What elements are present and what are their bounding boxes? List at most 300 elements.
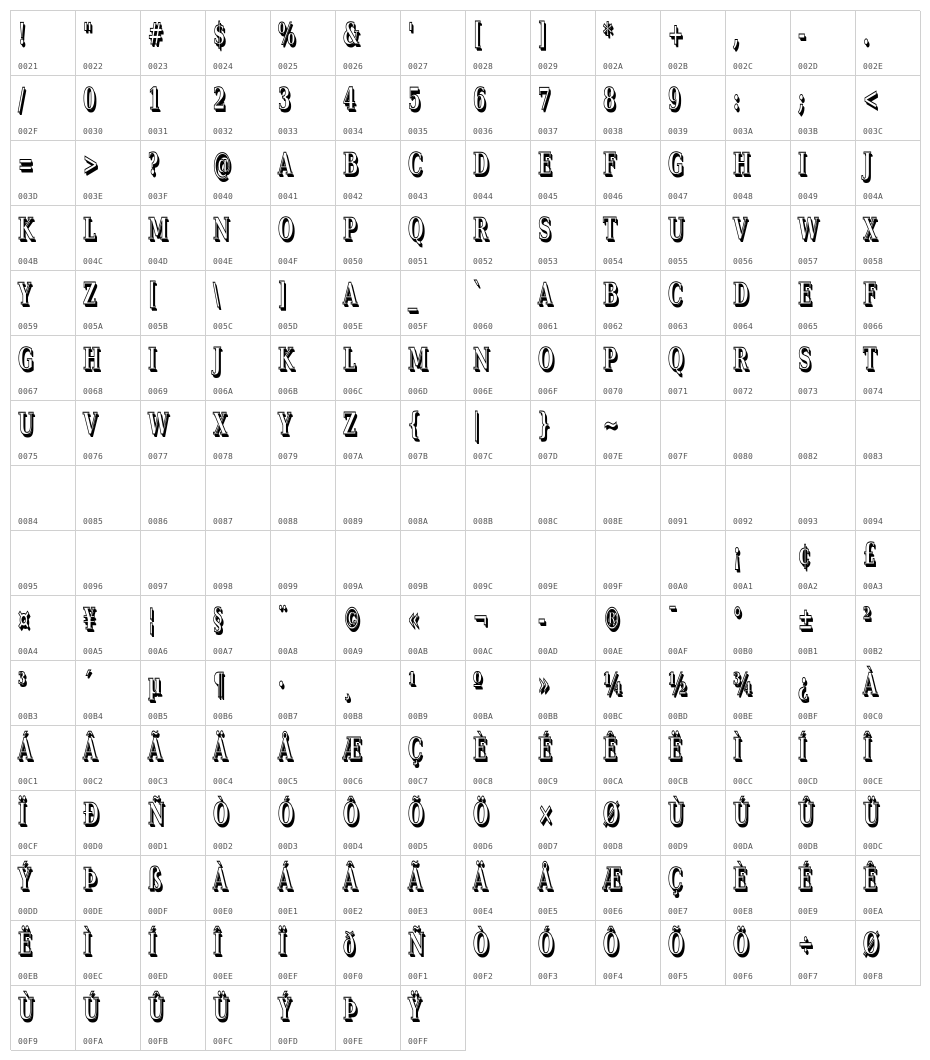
glyph-code-label: 006C bbox=[343, 387, 364, 396]
glyph-code-label: 0051 bbox=[408, 257, 429, 266]
glyph-code-label: 008B bbox=[473, 517, 494, 526]
glyph-cell bbox=[596, 336, 661, 401]
glyph-code-label: 0038 bbox=[603, 127, 624, 136]
glyph-code-label: 00F2 bbox=[473, 972, 494, 981]
glyph-code-label: 0035 bbox=[408, 127, 429, 136]
glyph-code-label: 00E6 bbox=[603, 907, 624, 916]
glyph-sample: R bbox=[733, 342, 748, 377]
glyph-code-label: 007C bbox=[473, 452, 494, 461]
glyph-code-label: 006A bbox=[213, 387, 234, 396]
glyph-code-label: 00B4 bbox=[83, 712, 104, 721]
glyph-code-label: 00EA bbox=[863, 907, 884, 916]
glyph-sample: Ø bbox=[603, 797, 619, 832]
glyph-sample: Ì bbox=[733, 732, 742, 767]
glyph-sample: L bbox=[83, 212, 96, 247]
glyph-code-label: 00E3 bbox=[408, 907, 429, 916]
glyph-cell bbox=[661, 336, 726, 401]
glyph-sample: Ä bbox=[213, 732, 227, 767]
glyph-cell bbox=[401, 986, 466, 1051]
glyph-cell bbox=[206, 661, 271, 726]
glyph-sample: X bbox=[213, 407, 227, 442]
glyph-code-label: 0036 bbox=[473, 127, 494, 136]
glyph-sample: Õ bbox=[408, 797, 424, 832]
glyph-cell bbox=[336, 986, 401, 1051]
glyph-cell bbox=[531, 141, 596, 206]
glyph-sample: ± bbox=[798, 602, 814, 637]
glyph-code-label: 0046 bbox=[603, 192, 624, 201]
glyph-code-label: 005D bbox=[278, 322, 299, 331]
glyph-code-label: 0043 bbox=[408, 192, 429, 201]
glyph-cell bbox=[531, 531, 596, 596]
glyph-cell bbox=[466, 141, 531, 206]
glyph-cell bbox=[141, 856, 206, 921]
glyph-cell bbox=[141, 271, 206, 336]
glyph-cell bbox=[336, 791, 401, 856]
glyph-sample: Ü bbox=[863, 797, 879, 832]
glyph-grid bbox=[10, 10, 920, 1050]
glyph-code-label: 00BB bbox=[538, 712, 559, 721]
glyph-code-label: 00BE bbox=[733, 712, 754, 721]
glyph-cell bbox=[206, 336, 271, 401]
glyph-code-label: 0093 bbox=[798, 517, 819, 526]
glyph-code-label: 0072 bbox=[733, 387, 754, 396]
glyph-cell bbox=[531, 726, 596, 791]
glyph-code-label: 00AD bbox=[538, 647, 559, 656]
glyph-cell bbox=[596, 661, 661, 726]
glyph-sample: Í bbox=[798, 732, 807, 767]
glyph-cell bbox=[206, 206, 271, 271]
glyph-code-label: 00CC bbox=[733, 777, 754, 786]
glyph-code-label: 0096 bbox=[83, 582, 104, 591]
glyph-code-label: 00C7 bbox=[408, 777, 429, 786]
glyph-sample: * bbox=[603, 17, 613, 52]
glyph-sample: ] bbox=[278, 277, 287, 312]
glyph-code-label: 00B6 bbox=[213, 712, 234, 721]
glyph-code-label: 00E5 bbox=[538, 907, 559, 916]
glyph-code-label: 00BC bbox=[603, 712, 624, 721]
glyph-code-label: 00E7 bbox=[668, 907, 689, 916]
glyph-code-label: 005F bbox=[408, 322, 429, 331]
glyph-code-label: 00A7 bbox=[213, 647, 234, 656]
glyph-sample: Á bbox=[18, 732, 32, 767]
glyph-cell bbox=[596, 856, 661, 921]
glyph-cell bbox=[271, 856, 336, 921]
glyph-cell bbox=[11, 726, 76, 791]
glyph-cell bbox=[141, 466, 206, 531]
glyph-sample: Ö bbox=[733, 927, 749, 962]
glyph-code-label: 007F bbox=[668, 452, 689, 461]
glyph-code-label: 00FE bbox=[343, 1037, 364, 1046]
glyph-code-label: 00FB bbox=[148, 1037, 169, 1046]
glyph-code-label: 004B bbox=[18, 257, 39, 266]
glyph-sample: 7 bbox=[538, 82, 551, 117]
glyph-cell bbox=[791, 141, 856, 206]
glyph-sample: I bbox=[798, 147, 807, 182]
glyph-code-label: 00B7 bbox=[278, 712, 299, 721]
glyph-cell bbox=[336, 206, 401, 271]
glyph-cell bbox=[76, 661, 141, 726]
glyph-cell bbox=[141, 531, 206, 596]
glyph-cell bbox=[271, 986, 336, 1051]
glyph-code-label: 00E2 bbox=[343, 907, 364, 916]
glyph-code-label: 0058 bbox=[863, 257, 884, 266]
glyph-cell bbox=[11, 921, 76, 986]
glyph-code-label: 0085 bbox=[83, 517, 104, 526]
glyph-sample: Ü bbox=[213, 992, 229, 1027]
glyph-cell bbox=[271, 531, 336, 596]
glyph-sample: À bbox=[213, 862, 227, 897]
glyph-code-label: 00B0 bbox=[733, 647, 754, 656]
glyph-code-label: 00FD bbox=[278, 1037, 299, 1046]
glyph-cell bbox=[661, 271, 726, 336]
glyph-code-label: 0094 bbox=[863, 517, 884, 526]
glyph-code-label: 0070 bbox=[603, 387, 624, 396]
glyph-sample: 4 bbox=[343, 82, 356, 117]
glyph-cell bbox=[466, 791, 531, 856]
glyph-sample: 6 bbox=[473, 82, 486, 117]
glyph-cell bbox=[596, 206, 661, 271]
glyph-cell bbox=[206, 726, 271, 791]
glyph-code-label: 00A8 bbox=[278, 647, 299, 656]
glyph-sample: 3 bbox=[278, 82, 291, 117]
glyph-cell bbox=[661, 401, 726, 466]
glyph-code-label: 0034 bbox=[343, 127, 364, 136]
glyph-cell bbox=[401, 531, 466, 596]
glyph-sample: ¨ bbox=[278, 602, 287, 637]
glyph-sample: » bbox=[538, 667, 550, 702]
glyph-cell bbox=[336, 271, 401, 336]
glyph-cell bbox=[271, 596, 336, 661]
glyph-sample: { bbox=[408, 407, 420, 442]
glyph-cell bbox=[596, 466, 661, 531]
glyph-sample: É bbox=[798, 862, 812, 897]
glyph-cell bbox=[11, 336, 76, 401]
glyph-sample: « bbox=[408, 602, 420, 637]
glyph-sample: ¦ bbox=[148, 602, 155, 637]
glyph-code-label: 0056 bbox=[733, 257, 754, 266]
glyph-cell bbox=[856, 661, 921, 726]
glyph-cell bbox=[791, 596, 856, 661]
glyph-cell bbox=[11, 466, 76, 531]
glyph-sample: 9 bbox=[668, 82, 681, 117]
glyph-code-label: 00D2 bbox=[213, 842, 234, 851]
glyph-code-label: 0029 bbox=[538, 62, 559, 71]
glyph-sample: · bbox=[278, 667, 285, 702]
glyph-code-label: 009C bbox=[473, 582, 494, 591]
glyph-cell bbox=[791, 401, 856, 466]
glyph-sample: ß bbox=[148, 862, 162, 897]
glyph-cell bbox=[531, 11, 596, 76]
glyph-cell bbox=[466, 336, 531, 401]
glyph-code-label: 00B8 bbox=[343, 712, 364, 721]
glyph-cell bbox=[726, 271, 791, 336]
glyph-sample: C bbox=[408, 147, 423, 182]
glyph-sample: + bbox=[668, 17, 684, 52]
glyph-code-label: 0062 bbox=[603, 322, 624, 331]
glyph-sample: W bbox=[148, 407, 169, 442]
glyph-sample: µ bbox=[148, 667, 162, 702]
glyph-cell bbox=[11, 141, 76, 206]
glyph-code-label: 00BA bbox=[473, 712, 494, 721]
glyph-cell bbox=[661, 791, 726, 856]
glyph-code-label: 002E bbox=[863, 62, 884, 71]
glyph-cell bbox=[791, 531, 856, 596]
glyph-cell bbox=[11, 271, 76, 336]
glyph-code-label: 009B bbox=[408, 582, 429, 591]
glyph-cell bbox=[271, 206, 336, 271]
glyph-cell bbox=[466, 466, 531, 531]
glyph-cell bbox=[726, 531, 791, 596]
glyph-cell bbox=[76, 986, 141, 1051]
glyph-code-label: 00D5 bbox=[408, 842, 429, 851]
glyph-cell bbox=[206, 596, 271, 661]
glyph-code-label: 00C5 bbox=[278, 777, 299, 786]
glyph-cell bbox=[791, 336, 856, 401]
glyph-code-label: 00EC bbox=[83, 972, 104, 981]
glyph-sample: Z bbox=[83, 277, 97, 312]
glyph-sample: ¶ bbox=[213, 667, 225, 702]
glyph-sample: ¹ bbox=[408, 667, 416, 702]
glyph-code-label: 0064 bbox=[733, 322, 754, 331]
glyph-code-label: 00A4 bbox=[18, 647, 39, 656]
glyph-cell bbox=[531, 271, 596, 336]
glyph-cell bbox=[661, 921, 726, 986]
glyph-sample: N bbox=[473, 342, 490, 377]
glyph-sample: Ø bbox=[863, 927, 879, 962]
glyph-code-label: 0037 bbox=[538, 127, 559, 136]
glyph-cell bbox=[856, 11, 921, 76]
glyph-sample: F bbox=[863, 277, 876, 312]
glyph-cell bbox=[141, 791, 206, 856]
glyph-code-label: 0078 bbox=[213, 452, 234, 461]
glyph-sample: 5 bbox=[408, 82, 421, 117]
glyph-sample: $ bbox=[213, 17, 226, 52]
glyph-code-label: 0087 bbox=[213, 517, 234, 526]
glyph-sample: W bbox=[798, 212, 819, 247]
glyph-cell bbox=[466, 11, 531, 76]
glyph-sample: I bbox=[148, 342, 157, 377]
glyph-sample: \ bbox=[213, 277, 220, 312]
glyph-sample: A bbox=[343, 277, 357, 312]
glyph-sample: H bbox=[733, 147, 751, 182]
glyph-cell bbox=[76, 401, 141, 466]
glyph-sample: Ã bbox=[148, 732, 162, 767]
glyph-sample: B bbox=[343, 147, 359, 182]
glyph-code-label: 00B1 bbox=[798, 647, 819, 656]
glyph-cell bbox=[856, 921, 921, 986]
glyph-sample: E bbox=[798, 277, 812, 312]
glyph-sample: º bbox=[473, 667, 482, 702]
glyph-cell bbox=[596, 401, 661, 466]
glyph-sample: Ï bbox=[278, 927, 287, 962]
glyph-code-label: 00D7 bbox=[538, 842, 559, 851]
glyph-sample: Ò bbox=[473, 927, 489, 962]
glyph-sample: 2 bbox=[213, 82, 226, 117]
glyph-cell bbox=[11, 791, 76, 856]
glyph-sample: [ bbox=[473, 17, 482, 52]
glyph-code-label: 00B5 bbox=[148, 712, 169, 721]
glyph-code-label: 007E bbox=[603, 452, 624, 461]
glyph-cell bbox=[466, 206, 531, 271]
glyph-cell bbox=[791, 11, 856, 76]
glyph-code-label: 0026 bbox=[343, 62, 364, 71]
glyph-cell bbox=[336, 76, 401, 141]
glyph-cell bbox=[336, 856, 401, 921]
glyph-code-label: 0050 bbox=[343, 257, 364, 266]
glyph-cell bbox=[401, 596, 466, 661]
glyph-cell bbox=[401, 791, 466, 856]
glyph-code-label: 00B9 bbox=[408, 712, 429, 721]
glyph-sample: @ bbox=[213, 147, 231, 182]
glyph-sample: ² bbox=[863, 602, 871, 637]
glyph-sample: % bbox=[278, 17, 296, 52]
glyph-cell bbox=[141, 336, 206, 401]
glyph-cell bbox=[401, 401, 466, 466]
glyph-sample: Þ bbox=[83, 862, 97, 897]
glyph-cell bbox=[791, 791, 856, 856]
glyph-cell bbox=[726, 141, 791, 206]
glyph-sample: Ý bbox=[18, 862, 31, 897]
glyph-cell bbox=[336, 726, 401, 791]
glyph-sample: ` bbox=[473, 277, 482, 312]
glyph-sample: D bbox=[473, 147, 489, 182]
glyph-sample: P bbox=[343, 212, 357, 247]
glyph-sample: M bbox=[148, 212, 168, 247]
glyph-cell bbox=[76, 856, 141, 921]
glyph-code-label: 00CF bbox=[18, 842, 39, 851]
glyph-sample: É bbox=[538, 732, 552, 767]
glyph-cell bbox=[401, 726, 466, 791]
glyph-cell bbox=[856, 76, 921, 141]
glyph-sample: Â bbox=[343, 862, 357, 897]
glyph-cell bbox=[76, 791, 141, 856]
glyph-sample: A bbox=[278, 147, 292, 182]
glyph-code-label: 0033 bbox=[278, 127, 299, 136]
glyph-sample: > bbox=[83, 147, 99, 182]
glyph-code-label: 00D9 bbox=[668, 842, 689, 851]
glyph-cell bbox=[141, 76, 206, 141]
glyph-cell bbox=[11, 531, 76, 596]
glyph-code-label: 005C bbox=[213, 322, 234, 331]
glyph-cell bbox=[76, 76, 141, 141]
glyph-cell bbox=[11, 206, 76, 271]
glyph-code-label: 00A6 bbox=[148, 647, 169, 656]
glyph-code-label: 00C6 bbox=[343, 777, 364, 786]
glyph-sample: Á bbox=[278, 862, 292, 897]
glyph-cell bbox=[596, 791, 661, 856]
glyph-code-label: 0028 bbox=[473, 62, 494, 71]
glyph-sample: 0 bbox=[83, 82, 96, 117]
glyph-sample: Ú bbox=[733, 797, 749, 832]
glyph-code-label: 00AF bbox=[668, 647, 689, 656]
glyph-cell bbox=[401, 141, 466, 206]
glyph-cell bbox=[11, 76, 76, 141]
glyph-sample: | bbox=[473, 407, 480, 442]
glyph-code-label: 0083 bbox=[863, 452, 884, 461]
glyph-cell bbox=[206, 986, 271, 1051]
glyph-sample: B bbox=[603, 277, 619, 312]
glyph-sample: © bbox=[343, 602, 361, 637]
glyph-cell bbox=[726, 401, 791, 466]
glyph-cell bbox=[271, 336, 336, 401]
glyph-sample: M bbox=[408, 342, 428, 377]
glyph-cell bbox=[206, 141, 271, 206]
glyph-cell bbox=[11, 596, 76, 661]
glyph-cell bbox=[271, 726, 336, 791]
glyph-cell bbox=[466, 596, 531, 661]
glyph-sample: N bbox=[213, 212, 230, 247]
glyph-code-label: 0077 bbox=[148, 452, 169, 461]
glyph-sample: ¬ bbox=[473, 602, 489, 637]
glyph-cell bbox=[856, 206, 921, 271]
glyph-cell bbox=[596, 726, 661, 791]
glyph-cell bbox=[726, 856, 791, 921]
glyph-code-label: 00A3 bbox=[863, 582, 884, 591]
glyph-sample: ¥ bbox=[83, 602, 96, 637]
glyph-code-label: 00A1 bbox=[733, 582, 754, 591]
glyph-code-label: 00E4 bbox=[473, 907, 494, 916]
glyph-sample: # bbox=[148, 17, 164, 52]
glyph-sample: Í bbox=[148, 927, 157, 962]
glyph-cell bbox=[466, 726, 531, 791]
glyph-sample: 1 bbox=[148, 82, 161, 117]
glyph-code-label: 009A bbox=[343, 582, 364, 591]
glyph-code-label: 0024 bbox=[213, 62, 234, 71]
glyph-code-label: 00CA bbox=[603, 777, 624, 786]
glyph-sample: T bbox=[863, 342, 877, 377]
glyph-code-label: 0099 bbox=[278, 582, 299, 591]
glyph-code-label: 0098 bbox=[213, 582, 234, 591]
glyph-cell bbox=[141, 596, 206, 661]
glyph-code-label: 0092 bbox=[733, 517, 754, 526]
glyph-code-label: 0063 bbox=[668, 322, 689, 331]
glyph-sample: ® bbox=[603, 602, 621, 637]
glyph-sample: ] bbox=[538, 17, 547, 52]
glyph-sample: Ì bbox=[83, 927, 92, 962]
glyph-cell bbox=[466, 921, 531, 986]
glyph-code-label: 00DD bbox=[18, 907, 39, 916]
glyph-sample: Ä bbox=[473, 862, 487, 897]
glyph-sample: Ù bbox=[668, 797, 684, 832]
glyph-cell bbox=[141, 11, 206, 76]
glyph-cell bbox=[661, 661, 726, 726]
glyph-code-label: 00F7 bbox=[798, 972, 819, 981]
glyph-cell bbox=[76, 921, 141, 986]
glyph-code-label: 003F bbox=[148, 192, 169, 201]
glyph-sample: " bbox=[83, 17, 93, 52]
glyph-sample: Î bbox=[213, 927, 222, 962]
glyph-cell bbox=[596, 921, 661, 986]
glyph-sample: S bbox=[538, 212, 552, 247]
glyph-sample: Ô bbox=[343, 797, 359, 832]
glyph-code-label: 00DB bbox=[798, 842, 819, 851]
glyph-sample: ¡ bbox=[733, 537, 741, 572]
glyph-cell bbox=[661, 531, 726, 596]
glyph-code-label: 006B bbox=[278, 387, 299, 396]
glyph-code-label: 0049 bbox=[798, 192, 819, 201]
glyph-cell bbox=[726, 336, 791, 401]
glyph-code-label: 00C0 bbox=[863, 712, 884, 721]
glyph-code-label: 00ED bbox=[148, 972, 169, 981]
glyph-sample: . bbox=[863, 17, 870, 52]
glyph-cell bbox=[76, 11, 141, 76]
glyph-cell bbox=[271, 921, 336, 986]
glyph-cell bbox=[856, 856, 921, 921]
glyph-cell bbox=[401, 921, 466, 986]
glyph-code-label: 0074 bbox=[863, 387, 884, 396]
glyph-cell bbox=[271, 11, 336, 76]
glyph-sample: ´ bbox=[83, 667, 92, 702]
